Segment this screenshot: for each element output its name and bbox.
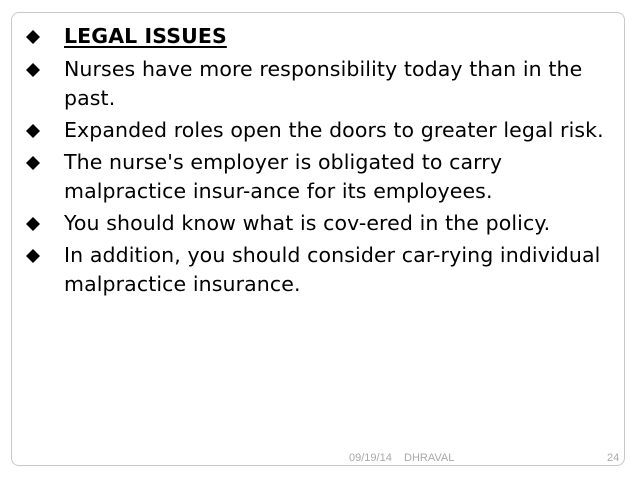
bullet-text: You should know what is cov-ered in the policy. <box>64 211 551 235</box>
diamond-bullet-icon <box>26 63 40 77</box>
diamond-bullet-icon <box>26 249 40 263</box>
slide-heading <box>26 22 616 51</box>
bullet-text: Expanded roles open the doors to greater legal risk. <box>64 118 604 142</box>
diamond-bullet-icon <box>26 217 40 231</box>
diamond-bullet-icon <box>26 124 40 138</box>
slide-content <box>26 22 616 302</box>
bullet-text: In addition, you should consider car-rying individual malpractice insurance. <box>64 243 601 296</box>
footer-author: DHRAVAL <box>404 452 455 464</box>
diamond-bullet-icon <box>26 156 40 170</box>
bullet-text: The nurse's employer is obligated to carry malpractice insur-ance for its employees. <box>64 150 503 203</box>
bullet-item <box>26 209 616 238</box>
footer-date: 09/19/14 <box>349 452 392 464</box>
diamond-bullet-icon <box>26 30 40 44</box>
heading-text: LEGAL ISSUES <box>64 24 227 48</box>
bullet-text: Nurses have more responsibility today than in the past. <box>64 57 583 110</box>
bullet-item <box>26 148 616 206</box>
footer-page-number: 24 <box>607 452 620 464</box>
bullet-item <box>26 55 616 113</box>
bullet-item <box>26 241 616 299</box>
bullet-item <box>26 116 616 145</box>
